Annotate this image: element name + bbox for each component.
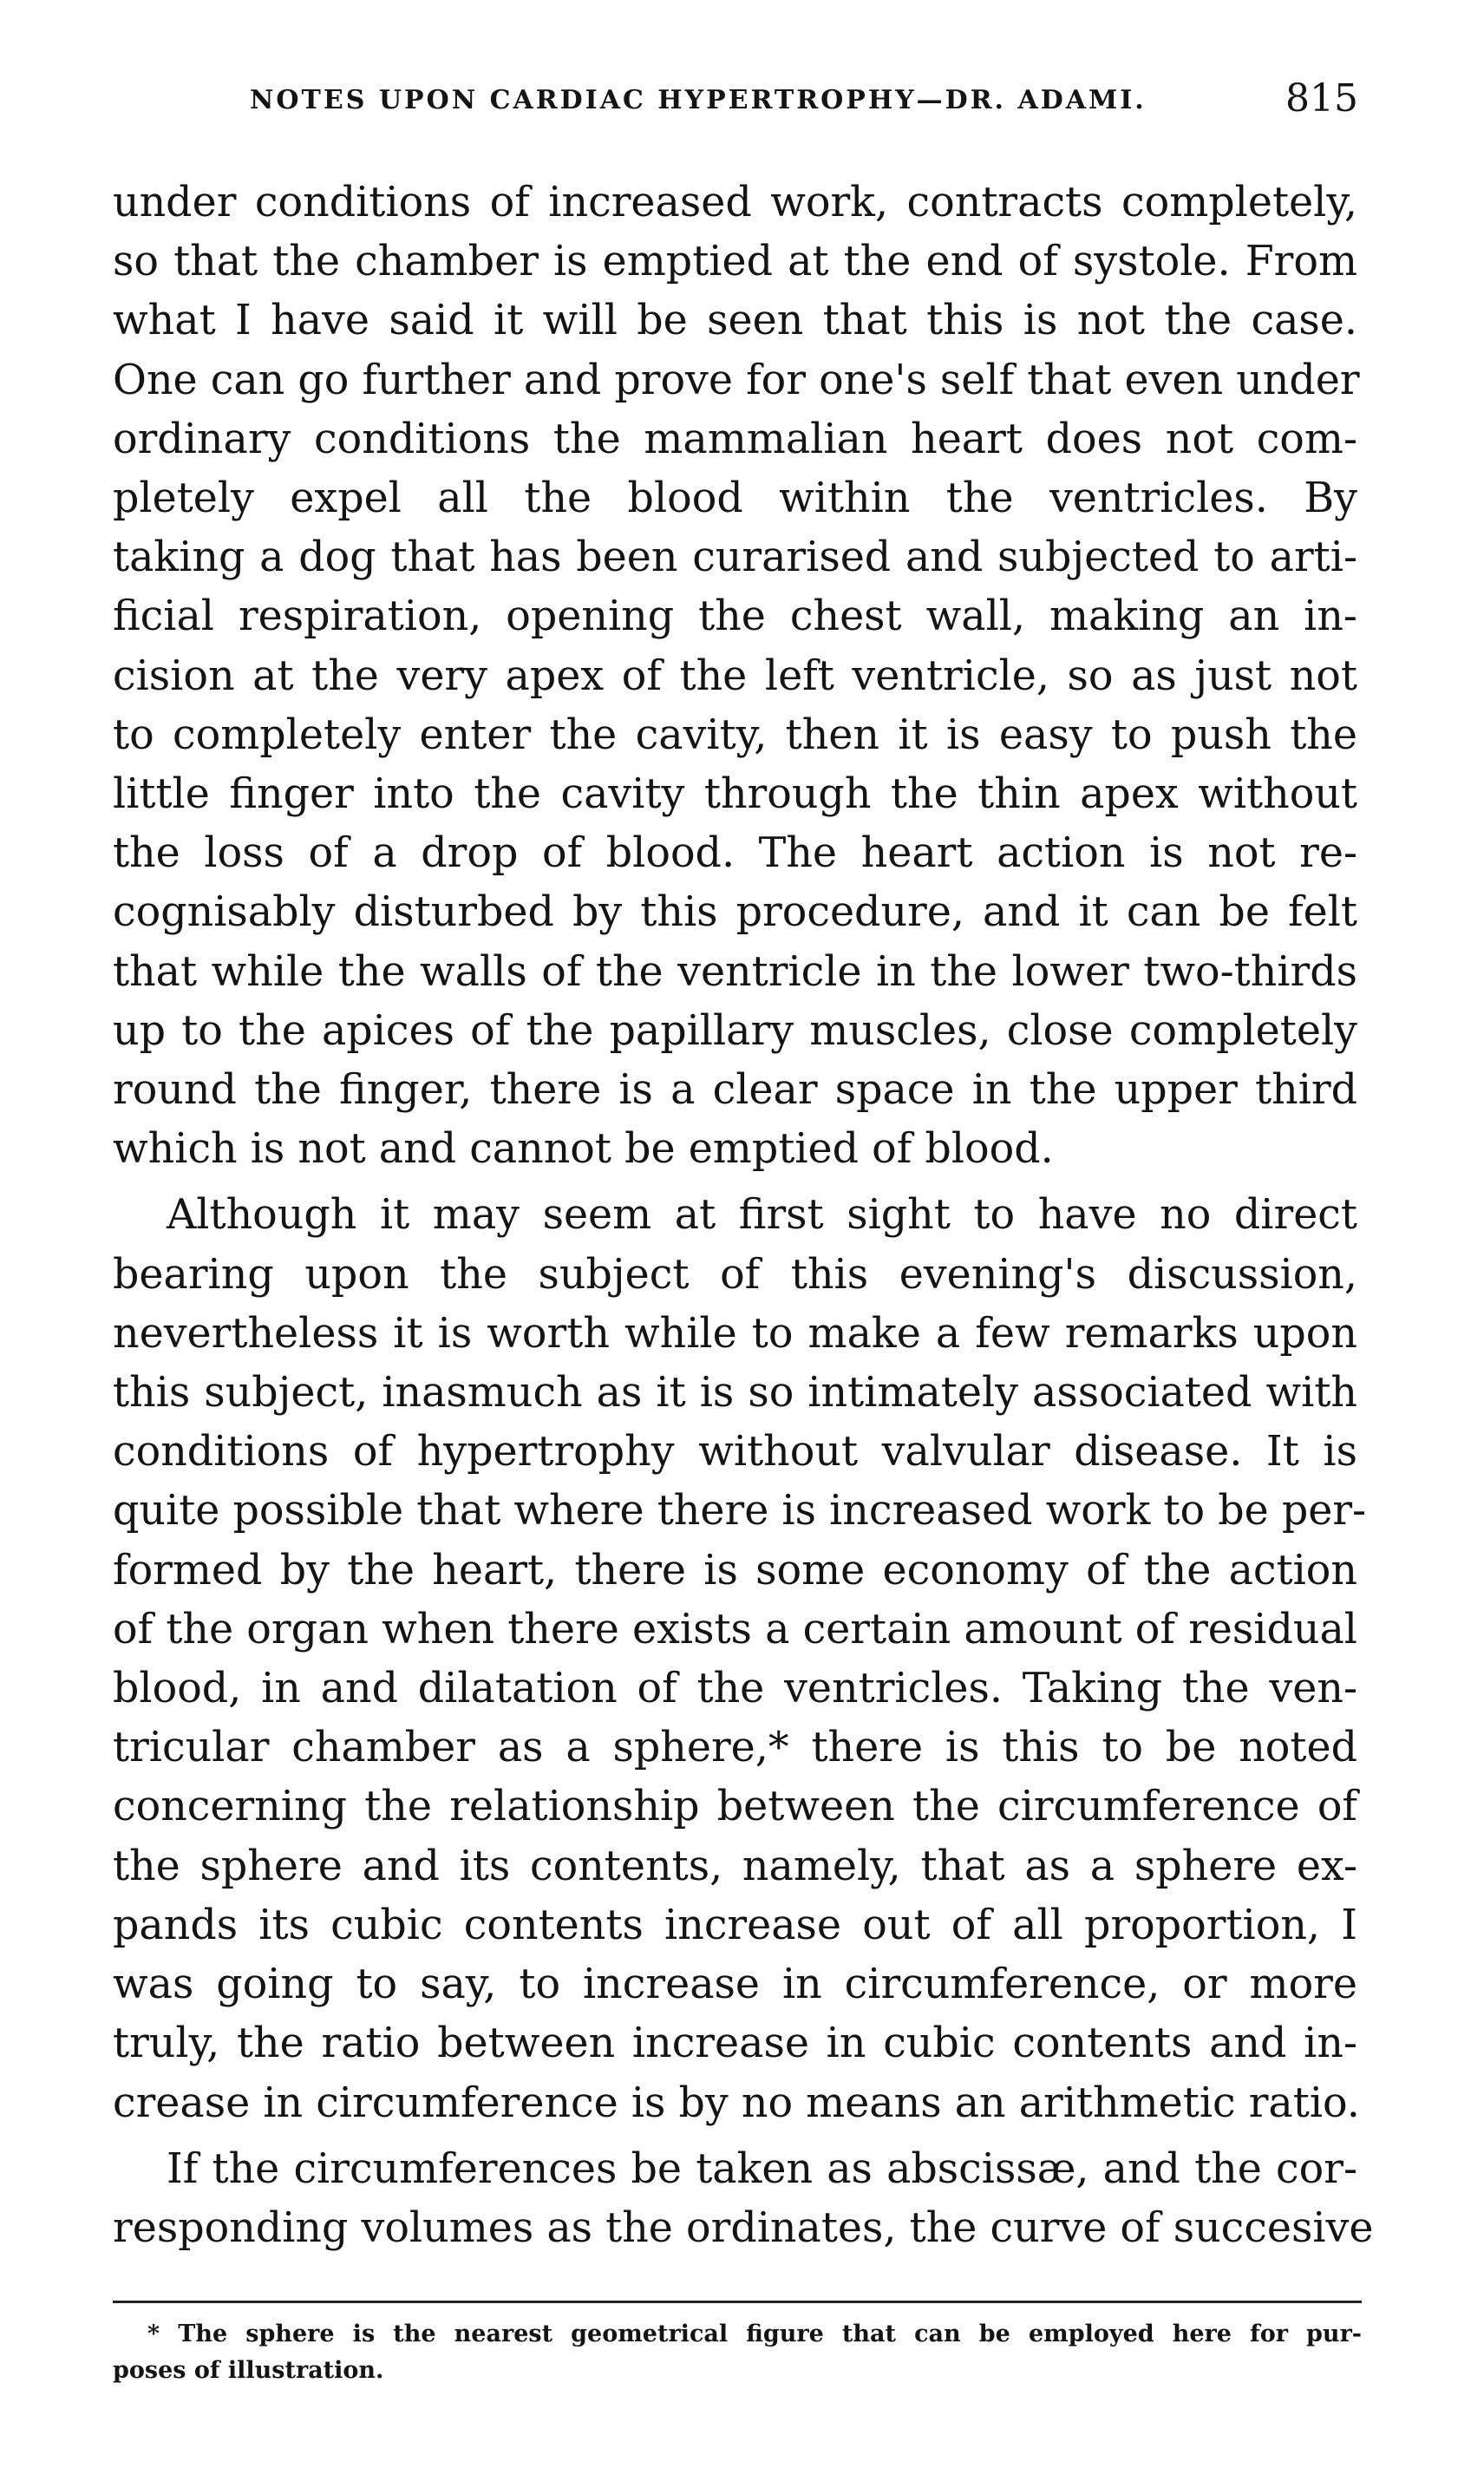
text-line: what I have said it will be seen that this is not the case. <box>113 297 1357 345</box>
running-title: NOTES UPON CARDIAC HYPERTROPHY—DR. ADAMI. <box>250 85 1147 115</box>
text-line: conditions of hypertrophy without valvular disease. It is <box>113 1428 1357 1476</box>
text-line: Although it may seem at first sight to have no direct <box>167 1191 1357 1240</box>
body-text <box>113 173 1374 2258</box>
paragraph-2 <box>113 1186 1367 2132</box>
text-line: the sphere and its contents, namely, that as a sphere ex- <box>113 1842 1357 1890</box>
paragraph-1 <box>113 173 1360 1179</box>
text-line: blood, in and dilatation of the ventricles. Taking the ven- <box>113 1665 1357 1713</box>
text-line: cognisably disturbed by this procedure, and it can be felt <box>113 888 1357 937</box>
text-line: up to the apices of the papillary muscles, close completely <box>113 1006 1357 1055</box>
text-line: round the finger, there is a clear space in the upper third <box>113 1066 1357 1115</box>
text-line: pands its cubic contents increase out of all proportion, I <box>113 1901 1357 1949</box>
text-line: ordinary conditions the mammalian heart does not com- <box>113 415 1357 463</box>
page-number: 815 <box>1285 76 1358 121</box>
text-line: this subject, inasmuch as it is so intimately associated with <box>113 1369 1357 1417</box>
paragraph-gap <box>113 1179 1357 1186</box>
paragraph-3 <box>113 2140 1374 2258</box>
text-line: little finger into the cavity through the thin apex without <box>113 770 1357 819</box>
text-line: quite possible that where there is increased work to be per- <box>113 1487 1367 1535</box>
page-header <box>113 76 1358 128</box>
text-line: taking a dog that has been curarised and subjected to arti- <box>113 534 1357 582</box>
text-line: bearing upon the subject of this evening's discussion, <box>113 1250 1357 1299</box>
footnote-line: * The sphere is the nearest geometrical figure that can be employed here for pur- <box>147 2321 1362 2347</box>
text-line: One can go further and prove for one's self that even under <box>113 356 1360 404</box>
footnote-line: poses of illustration. <box>113 2357 384 2384</box>
text-line: concerning the relationship between the circumference of <box>113 1783 1357 1831</box>
text-line: crease in circumference is by no means an arithmetic ratio. <box>113 2078 1360 2127</box>
text-line: the loss of a drop of blood. The heart action is not re- <box>113 829 1357 878</box>
text-line: of the organ when there exists a certain amount of residual <box>113 1605 1357 1653</box>
text-line: was going to say, to increase in circumference, or more <box>113 1961 1357 2009</box>
text-line: responding volumes as the ordinates, the curve of succesive <box>113 2203 1374 2252</box>
paragraph-gap <box>113 2133 1357 2140</box>
footnote-rule <box>113 2301 1362 2303</box>
text-line: under conditions of increased work, contracts completely, <box>113 179 1357 226</box>
text-line: pletely expel all the blood within the ventricles. By <box>113 475 1357 523</box>
text-line: ficial respiration, opening the chest wall, making an in- <box>113 592 1357 641</box>
text-line: nevertheless it is worth while to make a few remarks upon <box>113 1309 1357 1358</box>
text-line: If the circumferences be taken as abscissæ, and the cor- <box>167 2144 1357 2193</box>
text-line: tricular chamber as a sphere,* there is this to be noted <box>113 1724 1357 1772</box>
text-line: to completely enter the cavity, then it is easy to push the <box>113 710 1357 759</box>
text-line: formed by the heart, there is some economy of the action <box>113 1546 1357 1594</box>
footnote <box>113 2316 1362 2389</box>
text-line: so that the chamber is emptied at the end of systole. From <box>113 238 1357 286</box>
text-line: truly, the ratio between increase in cubic contents and in- <box>113 2020 1357 2068</box>
text-line: cision at the very apex of the left ventricle, so as just not <box>113 651 1357 700</box>
text-line: which is not and cannot be emptied of blood. <box>113 1125 1054 1174</box>
text-line: that while the walls of the ventricle in the lower two-thirds <box>113 947 1357 996</box>
